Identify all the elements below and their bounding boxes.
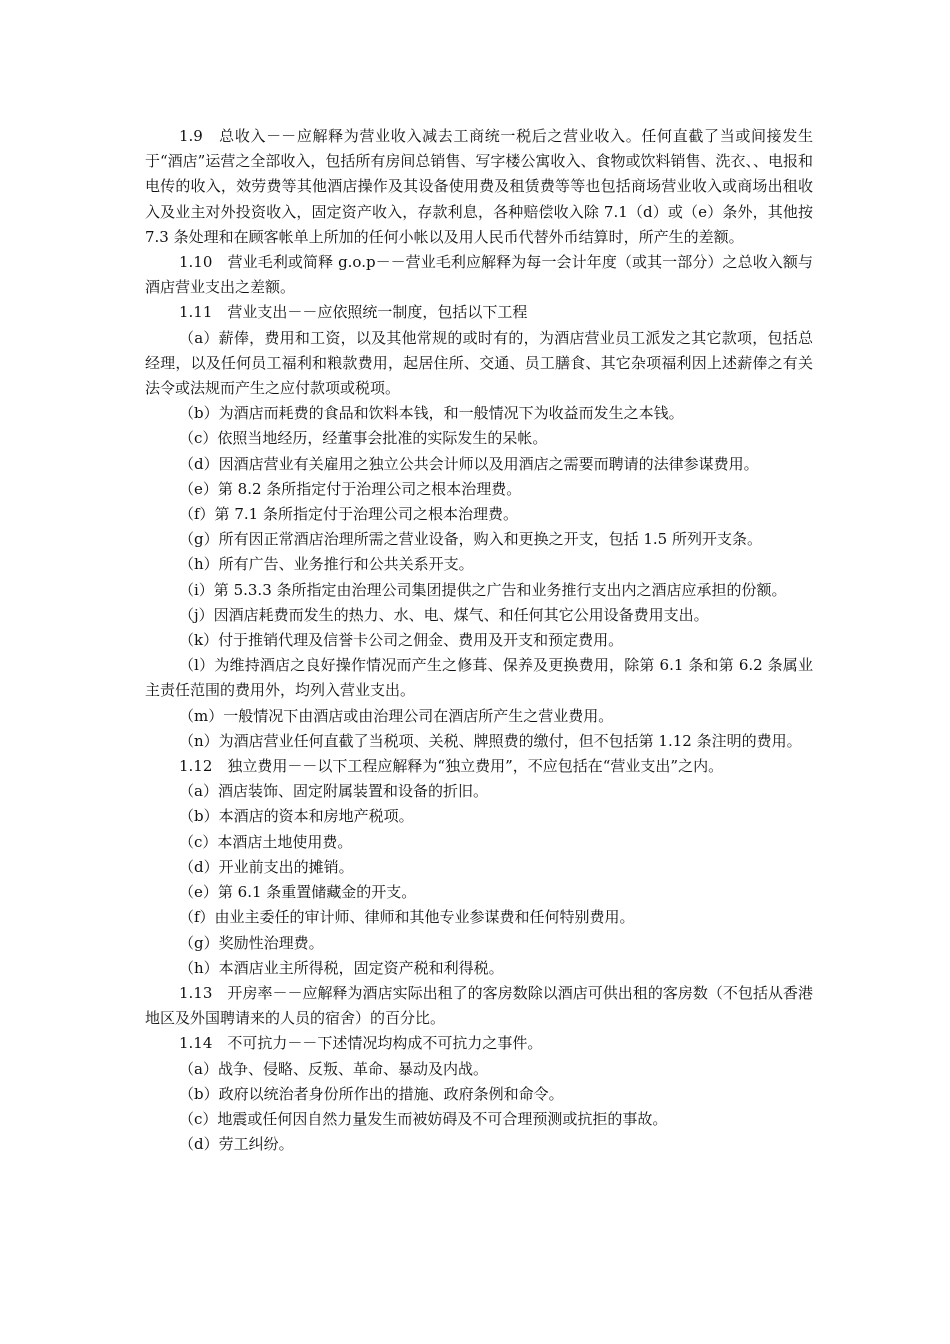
- paragraph: （a）战争、侵略、反叛、革命、暴动及内战。: [179, 1059, 488, 1078]
- paragraph: （k）付于推销代理及信誉卡公司之佣金、费用及开支和预定费用。: [179, 631, 624, 650]
- paragraph: （h）所有广告、业务推行和公共关系开支。: [179, 555, 474, 574]
- paragraph: （c）地震或任何因自然力量发生而被妨碍及不可合理预测或抗拒的事故。: [179, 1109, 668, 1128]
- paragraph: （c）本酒店土地使用费。: [179, 832, 353, 851]
- paragraph: 1.12 独立费用－－以下工程应解释为“独立费用”，不应包括在“营业支出”之内。: [179, 757, 724, 776]
- paragraph: （b）为酒店而耗费的食品和饮料本钱，和一般情况下为收益而发生之本钱。: [179, 404, 684, 423]
- paragraph: 1.9 总收入－－应解释为营业收入减去工商统一税后之营业收入。任何直截了当或间接发生于“酒店”运营之全部收入，包括所有房间总销售、写字楼公寓收入、食物或饮料销售、洗衣、、电报和电传的收入，效劳费等其他酒店操作及其设备使用费及租赁费等等也包括商场营业收入或商场出租收入及业主对外投资收入，固定资产收入，存款利息，各种赔偿收入除 7.1（d）或（e）条外，其他按 7.3 条处理和在顾客帐单上所加的任何小帐以及用人民币代替外币结算时，所产生的差额。: [145, 127, 813, 246]
- paragraph: （n）为酒店营业任何直截了当税项、关税、牌照费的缴付，但不包括第 1.12 条注明的费用。: [179, 731, 802, 750]
- paragraph: （i）第 5.3.3 条所指定由治理公司集团提供之广告和业务推行支出内之酒店应承担的份额。: [179, 580, 787, 599]
- paragraph: （d）开业前支出的摊销。: [179, 857, 354, 876]
- paragraph: （a）薪俸，费用和工资，以及其他常规的或时有的，为酒店营业员工派发之其它款项，包括总经理，以及任何员工福利和粮款费用，起居住所、交通、员工膳食、其它杂项福利因上述薪俸之有关法令或法规而产生之应付款项或税项。: [145, 328, 813, 398]
- paragraph: （a）酒店装饰、固定附属装置和设备的折旧。: [179, 782, 488, 801]
- paragraph: （b）本酒店的资本和房地产税项。: [179, 807, 414, 826]
- paragraph: （f）第 7.1 条所指定付于治理公司之根本治理费。: [179, 505, 518, 524]
- paragraph: （m）一般情况下由酒店或由治理公司在酒店所产生之营业费用。: [179, 706, 614, 725]
- paragraph: （h）本酒店业主所得税，固定资产税和利得税。: [179, 958, 504, 977]
- paragraph: （b）政府以统治者身份所作出的措施、政府条例和命令。: [179, 1084, 564, 1103]
- paragraph: 1.14 不可抗力－－下述情况均构成不可抗力之事件。: [179, 1034, 543, 1053]
- paragraph: （e）第 6.1 条重置储藏金的开支。: [179, 883, 417, 902]
- paragraph: （d）因酒店营业有关雇用之独立公共会计师以及用酒店之需要而聘请的法律参谋费用。: [179, 454, 759, 473]
- paragraph: 1.13 开房率－－应解释为酒店实际出租了的客房数除以酒店可供出租的客房数（不包括从香港地区及外国聘请来的人员的宿舍）的百分比。: [145, 983, 813, 1028]
- paragraph: （g）所有因正常酒店治理所需之营业设备，购入和更换之开支，包括 1.5 所列开支条。: [179, 530, 762, 549]
- paragraph: （g）奖励性治理费。: [179, 933, 324, 952]
- paragraph: （d）劳工纠纷。: [179, 1135, 294, 1154]
- paragraph: （j）因酒店耗费而发生的热力、水、电、煤气、和任何其它公用设备费用支出。: [179, 605, 709, 624]
- document-body: [145, 124, 813, 1157]
- paragraph: （f）由业主委任的审计师、律师和其他专业参谋费和任何特别费用。: [179, 908, 635, 927]
- paragraph: 1.10 营业毛利或简释 g.o.p－－营业毛利应解释为每一会计年度（或其一部分）之总收入额与酒店营业支出之差额。: [145, 253, 813, 297]
- paragraph: 1.11 营业支出－－应依照统一制度，包括以下工程: [179, 303, 528, 322]
- paragraph: （e）第 8.2 条所指定付于治理公司之根本治理费。: [179, 479, 522, 498]
- paragraph: （l）为维持酒店之良好操作情况而产生之修葺、保养及更换费用，除第 6.1 条和第 6.2 条属业主责任范围的费用外，均列入营业支出。: [145, 656, 813, 700]
- paragraph: （c）依照当地经历，经董事会批准的实际发生的呆帐。: [179, 429, 548, 448]
